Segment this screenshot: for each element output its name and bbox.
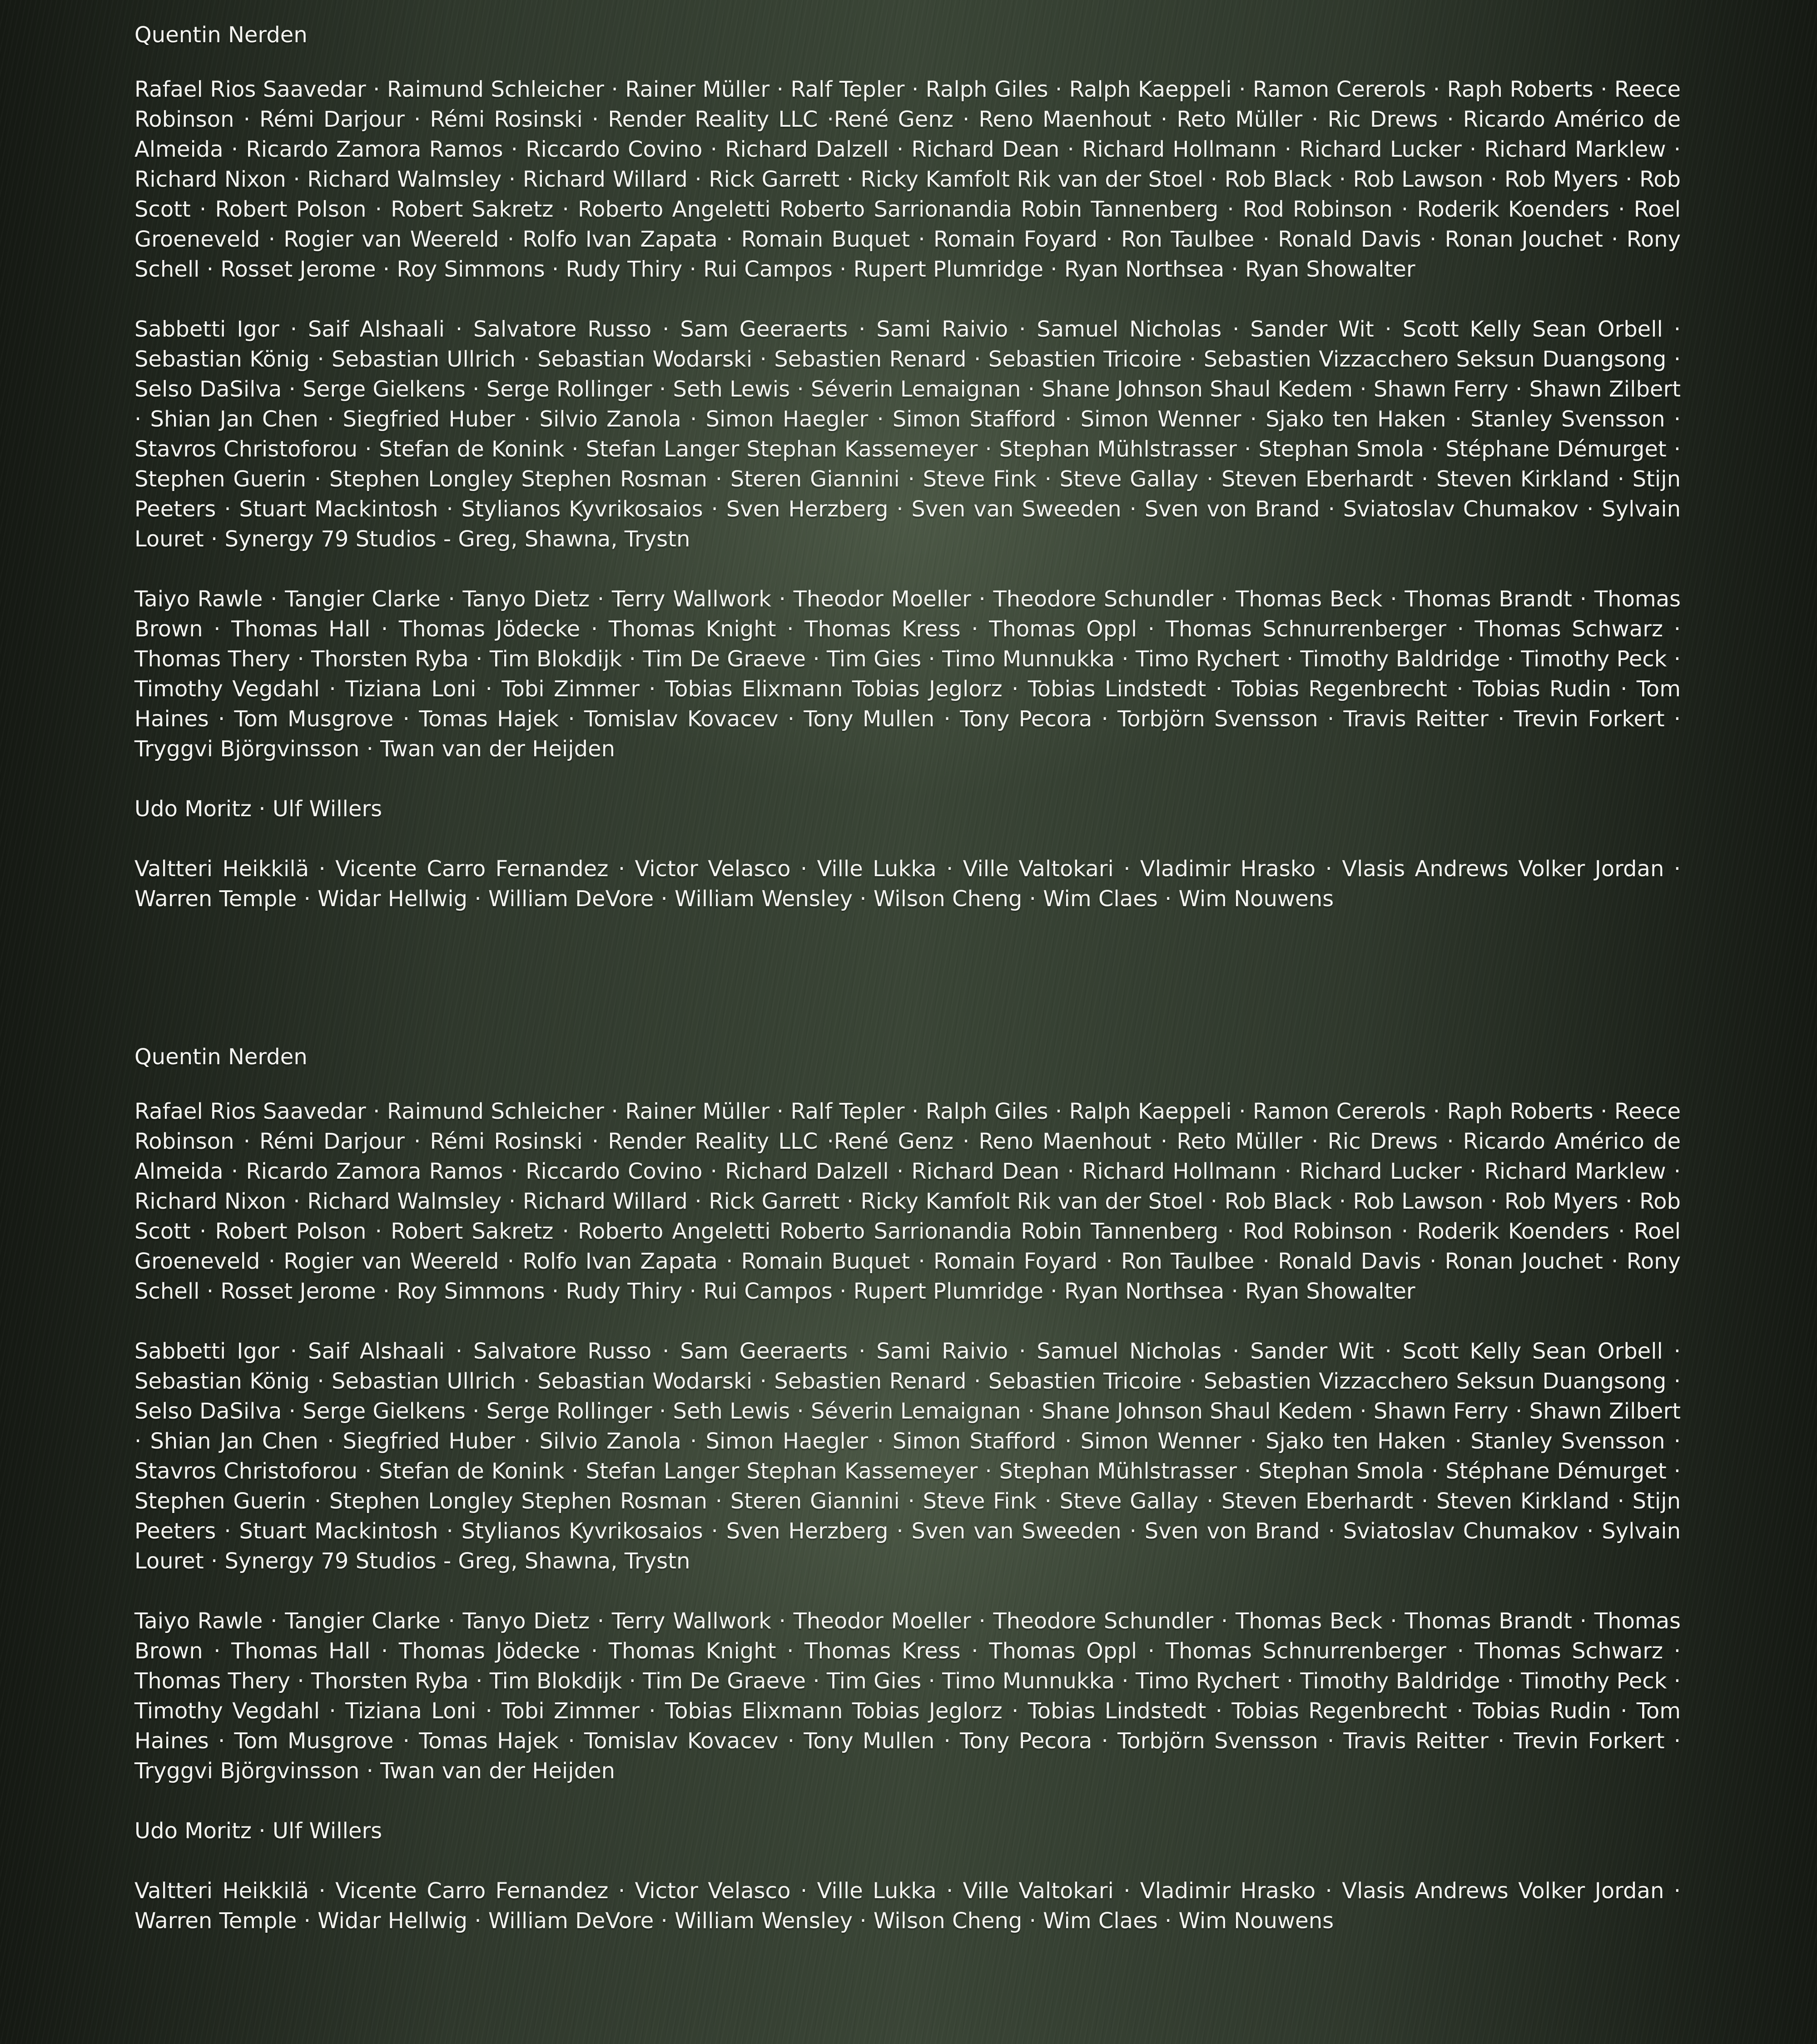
credits-section-s: Sabbetti Igor · Saif Alshaali · Salvatore Russo · Sam Geeraerts · Sami Raivio · Samuel Nicholas · Sander Wit · Scott Kelly Sean Orbell · Sebastian König · Sebastian Ullrich · Sebastian Wodarski · Sebastien Renard · Sebastien Tricoire · Sebastien Vizzacchero Seksun Duangsong · Selso DaSilva · Serge Gielkens · Serge Rollinger · Seth Lewis · Séverin Lemaignan · Shane Johnson Shaul Kedem · Shawn Ferry · Shawn Zilbert · Shian Jan Chen · Siegfried Huber · Silvio Zanola · Simon Haegler · Simon Stafford · Simon Wenner · Sjako ten Haken · Stanley Svensson · Stavros Christoforou · Stefan de Konink · Stefan Langer Stephan Kassemeyer · Stephan Mühlstrasser · Stephan Smola · Stéphane Démurget · Stephen Guerin · Stephen Longley Stephen Rosman · Steren Giannini · Steve Fink · Steve Gallay · Steven Eberhardt · Steven Kirkland · Stijn Peeters · Stuart Mackintosh · Stylianos Kyvrikosaios · Sven Herzberg · Sven van Sweeden · Sven von Brand · Sviatoslav Chumakov · Sylvain Louret · Synergy 79 Studios - Greg, Shawna, Trystn (134, 1339, 1681, 1574)
credits-section-v: Valtteri Heikkilä · Vicente Carro Fernandez · Victor Velasco · Ville Lukka · Ville Valtokari · Vladimir Hrasko · Vlasis Andrews Volker Jordan · Warren Temple · Widar Hellwig · William DeVore · William Wensley · Wilson Cheng · Wim Claes · Wim Nouwens (134, 1878, 1681, 1934)
credits-section-r: Rafael Rios Saavedar · Raimund Schleicher · Rainer Müller · Ralf Tepler · Ralph Giles · Ralph Kaeppeli · Ramon Cererols · Raph Roberts · Reece Robinson · Rémi Darjour · Rémi Rosinski · Render Reality LLC ·René Genz · Reno Maenhout · Reto Müller · Ric Drews · Ricardo Américo de Almeida · Ricardo Zamora Ramos · Riccardo Covino · Richard Dalzell · Richard Dean · Richard Hollmann · Richard Lucker · Richard Marklew · Richard Nixon · Richard Walmsley · Richard Willard · Rick Garrett · Ricky Kamfolt Rik van der Stoel · Rob Black · Rob Lawson · Rob Myers · Rob Scott · Robert Polson · Robert Sakretz · Roberto Angeletti Roberto Sarrionandia Robin Tannenberg · Rod Robinson · Roderik Koenders · Roel Groeneveld · Rogier van Weereld · Rolfo Ivan Zapata · Romain Buquet · Romain Foyard · Ron Taulbee · Ronald Davis · Ronan Jouchet · Rony Schell · Rosset Jerome · Roy Simmons · Rudy Thiry · Rui Campos · Rupert Plumridge · Ryan Northsea · Ryan Showalter (134, 77, 1681, 282)
credits-section-r: Rafael Rios Saavedar · Raimund Schleicher · Rainer Müller · Ralf Tepler · Ralph Giles · Ralph Kaeppeli · Ramon Cererols · Raph Roberts · Reece Robinson · Rémi Darjour · Rémi Rosinski · Render Reality LLC ·René Genz · Reno Maenhout · Reto Müller · Ric Drews · Ricardo Américo de Almeida · Ricardo Zamora Ramos · Riccardo Covino · Richard Dalzell · Richard Dean · Richard Hollmann · Richard Lucker · Richard Marklew · Richard Nixon · Richard Walmsley · Richard Willard · Rick Garrett · Ricky Kamfolt Rik van der Stoel · Rob Black · Rob Lawson · Rob Myers · Rob Scott · Robert Polson · Robert Sakretz · Roberto Angeletti Roberto Sarrionandia Robin Tannenberg · Rod Robinson · Roderik Koenders · Roel Groeneveld · Rogier van Weereld · Rolfo Ivan Zapata · Romain Buquet · Romain Foyard · Ron Taulbee · Ronald Davis · Ronan Jouchet · Rony Schell · Rosset Jerome · Roy Simmons · Rudy Thiry · Rui Campos · Rupert Plumridge · Ryan Northsea · Ryan Showalter (134, 1099, 1681, 1304)
credits-section-q: Quentin Nerden (134, 1044, 308, 1070)
credits-section-t: Taiyo Rawle · Tangier Clarke · Tanyo Dietz · Terry Wallwork · Theodor Moeller · Theodore Schundler · Thomas Beck · Thomas Brandt · Thomas Brown · Thomas Hall · Thomas Jödecke · Thomas Knight · Thomas Kress · Thomas Oppl · Thomas Schnurrenberger · Thomas Schwarz · Thomas Thery · Thorsten Ryba · Tim Blokdijk · Tim De Graeve · Tim Gies · Timo Munnukka · Timo Rychert · Timothy Baldridge · Timothy Peck · Timothy Vegdahl · Tiziana Loni · Tobi Zimmer · Tobias Elixmann Tobias Jeglorz · Tobias Lindstedt · Tobias Regenbrecht · Tobias Rudin · Tom Haines · Tom Musgrove · Tomas Hajek · Tomislav Kovacev · Tony Mullen · Tony Pecora · Torbjörn Svensson · Travis Reitter · Trevin Forkert · Tryggvi Björgvinsson · Twan van der Heijden (134, 1608, 1681, 1784)
credits-section-v: Valtteri Heikkilä · Vicente Carro Fernandez · Victor Velasco · Ville Lukka · Ville Valtokari · Vladimir Hrasko · Vlasis Andrews Volker Jordan · Warren Temple · Widar Hellwig · William DeVore · William Wensley · Wilson Cheng · Wim Claes · Wim Nouwens (134, 856, 1681, 912)
credits-section-u: Udo Moritz · Ulf Willers (134, 1818, 382, 1844)
credits-list-repeat (134, 1042, 1681, 1966)
credits-section-s: Sabbetti Igor · Saif Alshaali · Salvatore Russo · Sam Geeraerts · Sami Raivio · Samuel Nicholas · Sander Wit · Scott Kelly Sean Orbell · Sebastian König · Sebastian Ullrich · Sebastian Wodarski · Sebastien Renard · Sebastien Tricoire · Sebastien Vizzacchero Seksun Duangsong · Selso DaSilva · Serge Gielkens · Serge Rollinger · Seth Lewis · Séverin Lemaignan · Shane Johnson Shaul Kedem · Shawn Ferry · Shawn Zilbert · Shian Jan Chen · Siegfried Huber · Silvio Zanola · Simon Haegler · Simon Stafford · Simon Wenner · Sjako ten Haken · Stanley Svensson · Stavros Christoforou · Stefan de Konink · Stefan Langer Stephan Kassemeyer · Stephan Mühlstrasser · Stephan Smola · Stéphane Démurget · Stephen Guerin · Stephen Longley Stephen Rosman · Steren Giannini · Steve Fink · Steve Gallay · Steven Eberhardt · Steven Kirkland · Stijn Peeters · Stuart Mackintosh · Stylianos Kyvrikosaios · Sven Herzberg · Sven van Sweeden · Sven von Brand · Sviatoslav Chumakov · Sylvain Louret · Synergy 79 Studios - Greg, Shawna, Trystn (134, 317, 1681, 552)
credits-section-t: Taiyo Rawle · Tangier Clarke · Tanyo Dietz · Terry Wallwork · Theodor Moeller · Theodore Schundler · Thomas Beck · Thomas Brandt · Thomas Brown · Thomas Hall · Thomas Jödecke · Thomas Knight · Thomas Kress · Thomas Oppl · Thomas Schnurrenberger · Thomas Schwarz · Thomas Thery · Thorsten Ryba · Tim Blokdijk · Tim De Graeve · Tim Gies · Timo Munnukka · Timo Rychert · Timothy Baldridge · Timothy Peck · Timothy Vegdahl · Tiziana Loni · Tobi Zimmer · Tobias Elixmann Tobias Jeglorz · Tobias Lindstedt · Tobias Regenbrecht · Tobias Rudin · Tom Haines · Tom Musgrove · Tomas Hajek · Tomislav Kovacev · Tony Mullen · Tony Pecora · Torbjörn Svensson · Travis Reitter · Trevin Forkert · Tryggvi Björgvinsson · Twan van der Heijden (134, 586, 1681, 762)
credits-section-q: Quentin Nerden (134, 22, 308, 48)
credits-section-u: Udo Moritz · Ulf Willers (134, 796, 382, 822)
credits-list (134, 20, 1681, 944)
